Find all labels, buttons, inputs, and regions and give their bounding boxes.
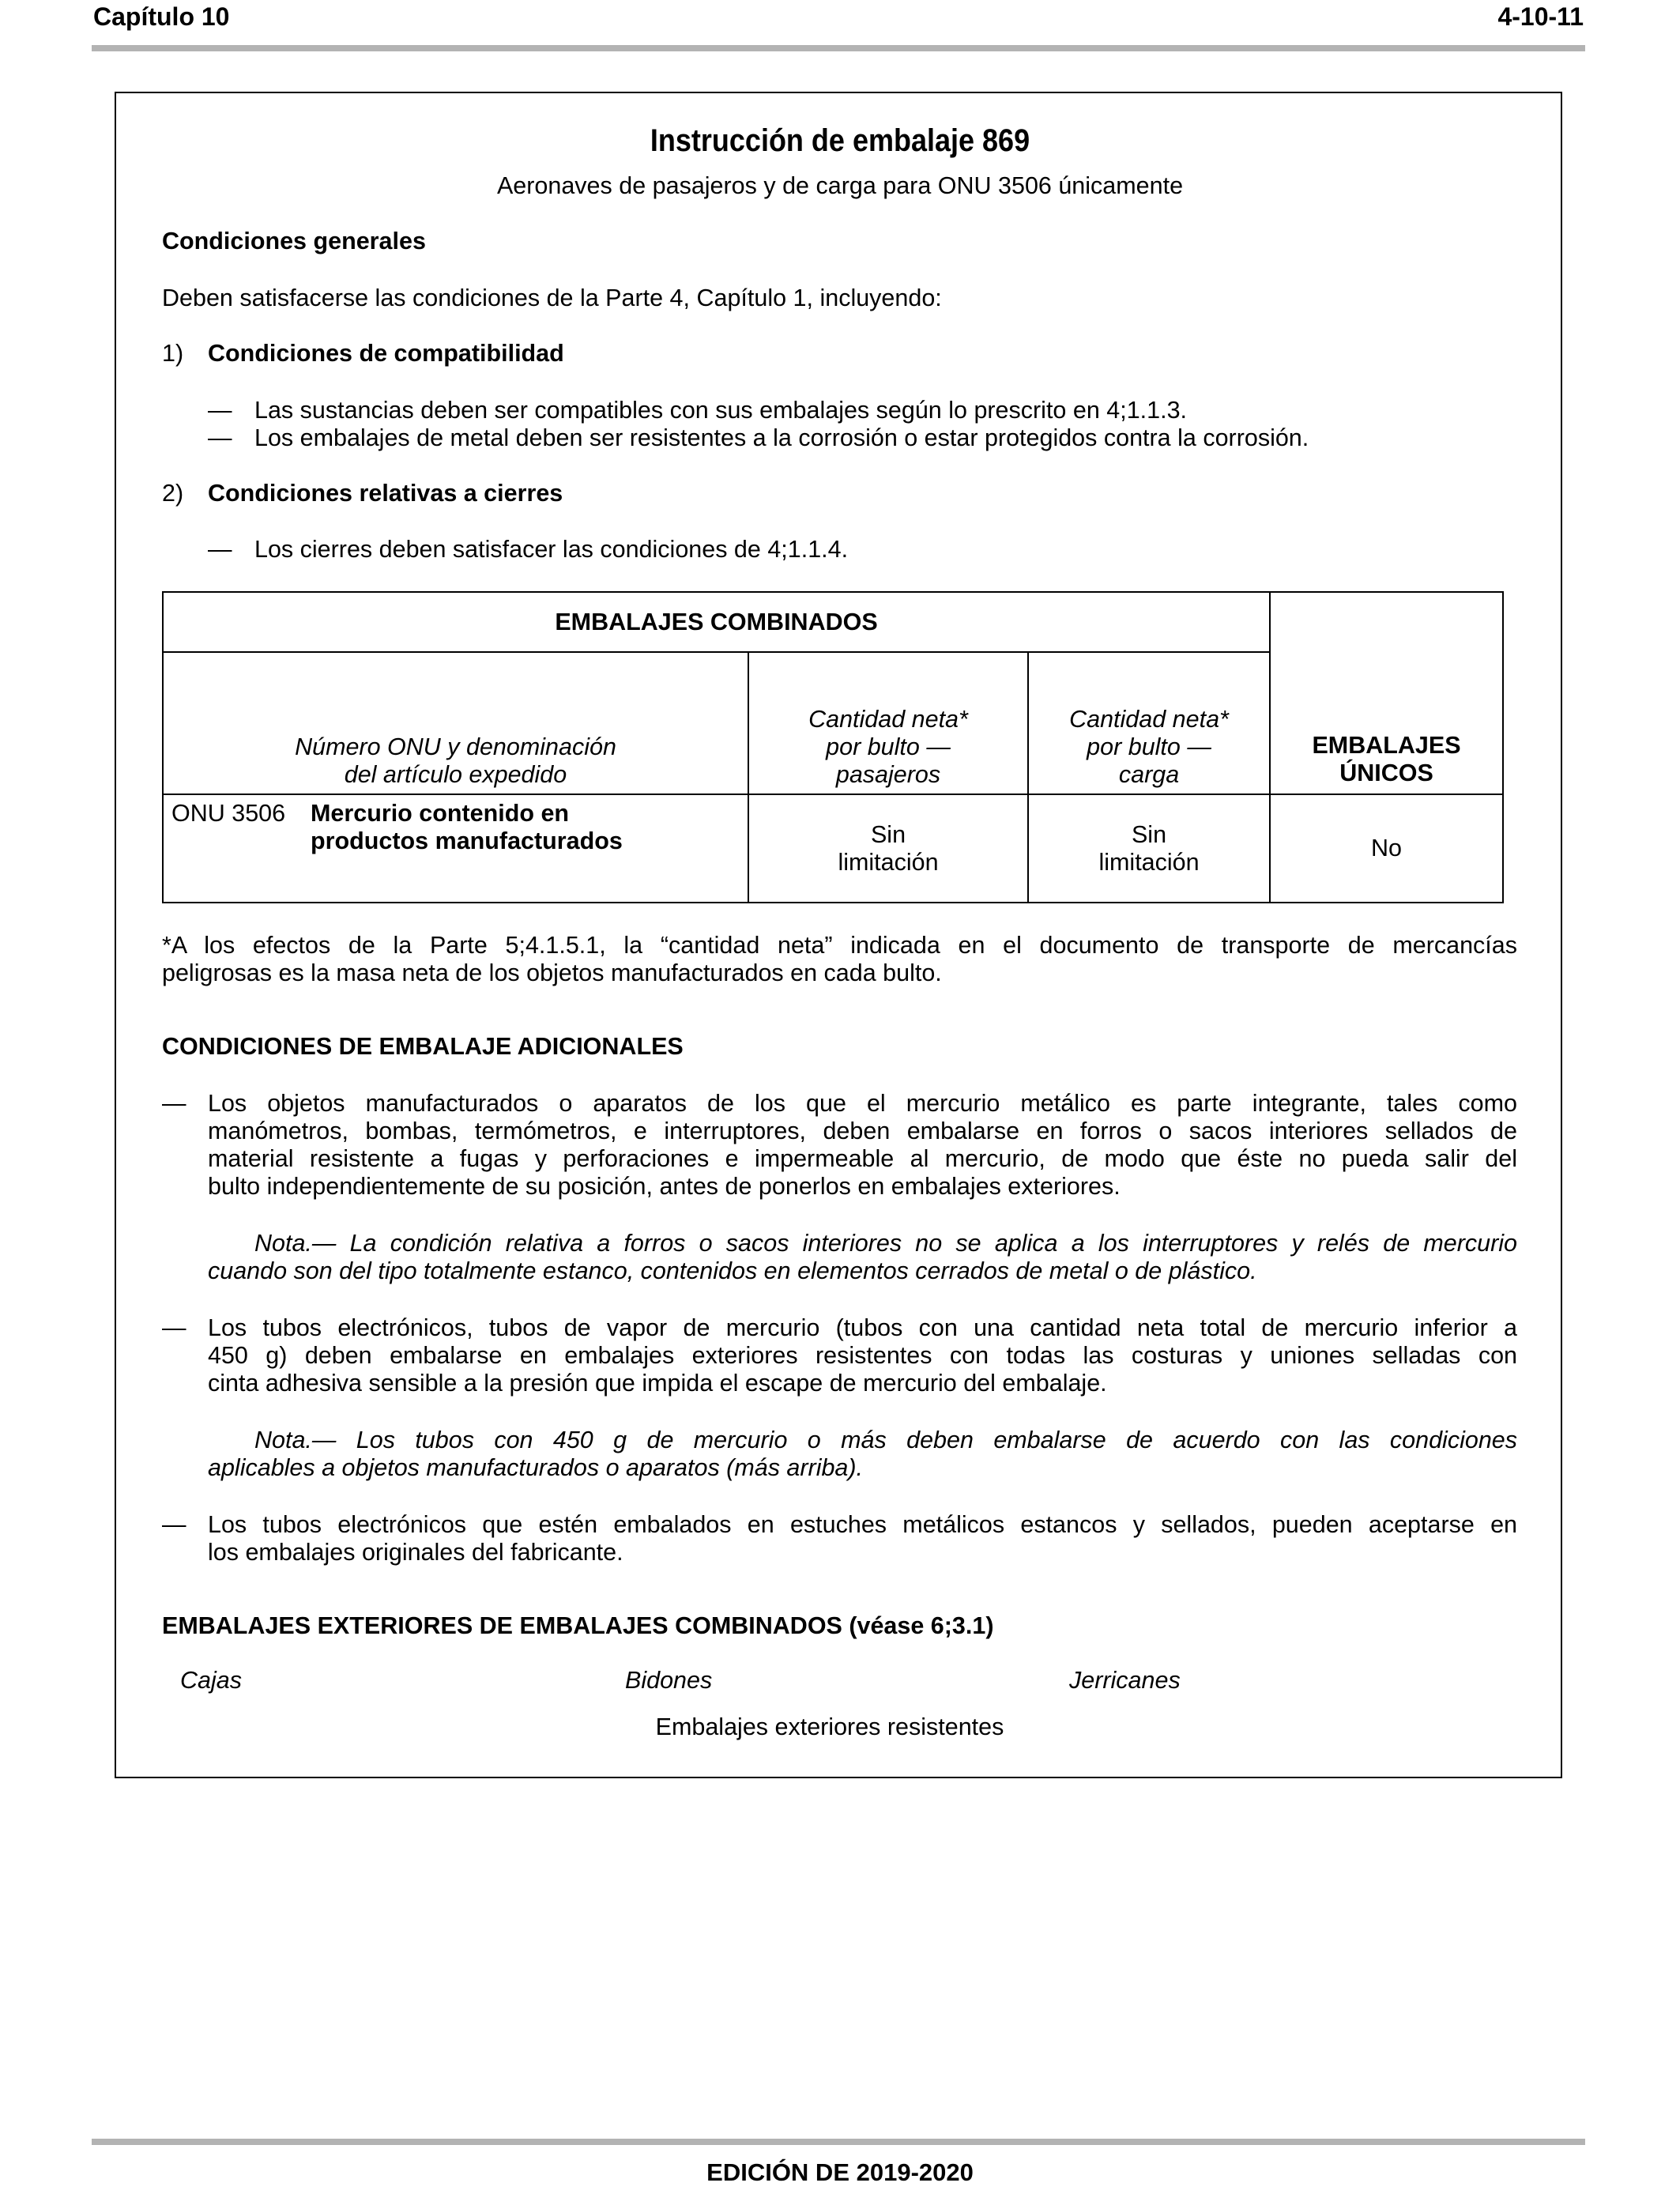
footnote-line: *A los efectos de la Parte 5;4.1.5.1, la “cantidad neta” indicada en el documento de transporte de mercancías (162, 932, 1517, 959)
combined-packaging-header: EMBALAJES COMBINADOS (163, 592, 1270, 652)
note-line: aplicables a objetos manufacturados o aparatos (más arriba). (208, 1454, 864, 1481)
qty-passenger-value: Sin limitación (748, 794, 1028, 903)
page-subtitle: Aeronaves de pasajeros y de carga para ONU 3506 únicamente (496, 172, 1184, 199)
header-rule (92, 45, 1585, 51)
note-line: cuando son del tipo totalmente estanco, contenidos en elementos cerrados de metal o de plástico. (208, 1257, 1257, 1284)
dash-icon: — (162, 1511, 186, 1538)
qty-cargo-value: Sin limitación (1028, 794, 1270, 903)
paragraph-line: cinta adhesiva sensible a la presión que impida el escape de mercurio del embalaje. (208, 1370, 1107, 1397)
outer-packaging-heading: EMBALAJES EXTERIORES DE EMBALAJES COMBINADOS (véase 6;3.1) (162, 1612, 994, 1639)
paragraph-line: 450 g) deben embalarse en embalajes exteriores resistentes con todas las costuras y uniones selladas con (208, 1342, 1517, 1369)
dash-icon: — (162, 1090, 186, 1117)
col-header-qty-cargo: Cantidad neta* por bulto — carga (1028, 652, 1270, 794)
paragraph-line: manómetros, bombas, termómetros, e interruptores, deben embalarse en forros o sacos interiores sellados de (208, 1118, 1517, 1144)
outer-type-drums: Bidones (625, 1667, 713, 1694)
note-line: Nota.— La condición relativa a forros o sacos interiores no se aplica a los interruptores y relés de mercurio (254, 1230, 1517, 1257)
dash-icon: — (208, 424, 232, 451)
outer-type-jerricans: Jerricanes (1069, 1667, 1181, 1694)
list-item: Los cierres deben satisfacer las condiciones de 4;1.1.4. (254, 536, 849, 563)
paragraph-line: Los objetos manufacturados o aparatos de los que el mercurio metálico es parte integrante, tales como (208, 1090, 1517, 1117)
section-number: 1) (162, 340, 184, 367)
article-name: Mercurio contenido en productos manufacturados (311, 800, 623, 854)
edition-label: EDICIÓN DE 2019-2020 (706, 2158, 974, 2186)
chapter-label: Capítulo 10 (93, 2, 230, 31)
section-heading: Condiciones relativas a cierres (208, 480, 563, 507)
dash-icon: — (208, 397, 232, 424)
page-number: 4-10-11 (1497, 2, 1584, 31)
paragraph-line: bulto independientemente de su posición, antes de ponerlos en embalajes exteriores. (208, 1173, 1121, 1200)
section-heading: Condiciones de compatibilidad (208, 340, 564, 367)
footer-rule (92, 2139, 1585, 2145)
list-item: Las sustancias deben ser compatibles con sus embalajes según lo prescrito en 4;1.1.3. (254, 397, 1188, 424)
section-number: 2) (162, 480, 184, 507)
additional-heading: CONDICIONES DE EMBALAJE ADICIONALES (162, 1033, 684, 1060)
outer-packaging-note: Embalajes exteriores resistentes (655, 1713, 1004, 1740)
dash-icon: — (208, 536, 232, 563)
dash-icon: — (162, 1314, 186, 1341)
paragraph-line: los embalajes originales del fabricante. (208, 1539, 623, 1566)
page-title: Instrucción de embalaje 869 (650, 123, 1030, 158)
col-header-un-name: Número ONU y denominación del artículo expedido (163, 652, 748, 794)
un-entry-cell (163, 794, 748, 903)
paragraph-line: Los tubos electrónicos, tubos de vapor de mercurio (tubos con una cantidad neta total de mercurio inferior a (208, 1314, 1517, 1341)
single-packaging-header: EMBALAJES ÚNICOS (1270, 592, 1503, 794)
list-item: Los embalajes de metal deben ser resistentes a la corrosión o estar protegidos contra la corrosión. (254, 424, 1309, 451)
note-line: Nota.— Los tubos con 450 g de mercurio o más deben embalarse de acuerdo con las condiciones (254, 1427, 1517, 1453)
general-heading: Condiciones generales (162, 228, 426, 254)
un-number: ONU 3506 (171, 800, 286, 827)
paragraph-line: Los tubos electrónicos que estén embalados en estuches metálicos estancos y sellados, pueden aceptarse en (208, 1511, 1517, 1538)
outer-type-boxes: Cajas (180, 1667, 242, 1694)
single-packaging-value: No (1270, 794, 1503, 903)
packaging-table (162, 591, 1504, 903)
general-intro: Deben satisfacerse las condiciones de la Parte 4, Capítulo 1, incluyendo: (162, 285, 942, 311)
col-header-qty-passenger: Cantidad neta* por bulto — pasajeros (748, 652, 1028, 794)
footnote-line: peligrosas es la masa neta de los objetos manufacturados en cada bulto. (162, 959, 942, 986)
paragraph-line: material resistente a fugas y perforaciones e impermeable al mercurio, de modo que éste no pueda salir del (208, 1145, 1517, 1172)
table-row (163, 794, 1503, 903)
